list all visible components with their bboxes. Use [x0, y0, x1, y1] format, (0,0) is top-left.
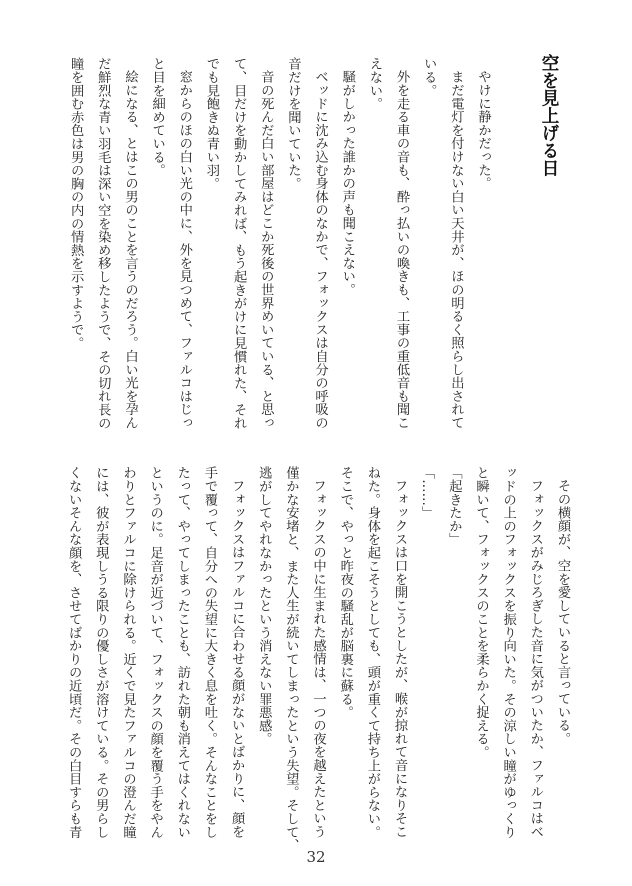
text-column: 音だけを聞いていた。: [285, 57, 301, 190]
text-column: 騒がしかった誰かの声も聞こえない。: [339, 70, 355, 297]
text-column: 絵になる、とはこの男のことを言うのだろう。白い光を孕ん: [122, 70, 138, 430]
text-column: 音の死んだ白い部屋はどこか死後の世界めいている、と思っ: [258, 70, 274, 430]
text-column: と瞬いて、フォックスのことを柔らかく捉える。: [473, 466, 489, 759]
text-column: には、彼が表現しうる限りの優しさが溶けている。その男らし: [93, 466, 109, 839]
text-column: 「起きたか」: [446, 466, 462, 546]
text-column: フォックスがみじろぎした音に気がついたか、ファルコはベ: [527, 479, 543, 839]
text-column: その横顔が、空を愛していると言っている。: [554, 479, 570, 746]
text-column: というのに。足音が近づいて、フォックスの顔を覆う手をやん: [147, 466, 163, 839]
text-column: 窓からのほの白い光の中に、外を見つめて、ファルコはじっ: [176, 70, 192, 430]
text-column: 「……」: [419, 466, 435, 520]
text-column: と目を細めている。: [149, 57, 165, 177]
text-column: くないそんな顔を、させてばかりの近頃だ。その白目すらも青: [66, 466, 82, 839]
text-column: やけに静かだった。: [475, 70, 491, 190]
text-column: て、目だけを動かしてみれば、もう起きがけに見慣れた、それ: [231, 57, 247, 430]
text-column: フォックスはファルコに合わせる顔がないとばかりに、顔を: [229, 479, 245, 839]
text-column: 逃がしてやれなかったという消えない罪悪感。: [256, 466, 272, 746]
text-column: えない。: [366, 57, 382, 111]
text-column: ッドの上のフォックスを振り向いた。その涼しい瞳がゆっくり: [500, 466, 516, 839]
bottom-text-block: [60, 466, 576, 852]
text-column: ベッドに沈み込む身体のなかで、フォックスは自分の呼吸の: [312, 70, 328, 430]
text-column: フォックスは口を開こうとしたが、喉が掠れて音になりそこ: [392, 479, 408, 839]
text-column: フォックスの中に生まれた感情は、一つの夜を越えたという: [310, 479, 326, 839]
text-column: そこで、やっと昨夜の騒乱が脳裏に蘇る。: [337, 466, 353, 719]
text-column: でも見飽きぬ青い羽。: [203, 57, 219, 190]
text-column: まだ電灯を付けない白い天井が、ほの明るく照らし出されて: [448, 70, 464, 430]
text-column: 手で覆って、自分への失望に大きく息を吐く。そんなことをし: [201, 466, 217, 839]
text-column: ねた。身体を起こそうとしても、頭が重くて持ち上がらない。: [364, 466, 380, 839]
text-column: だ鮮烈な青い羽毛は深い空を染め移したようで、その切れ長の: [95, 57, 111, 430]
text-column: 瞳を囲む赤色は男の胸の内の情熱を示すようで。: [68, 57, 84, 350]
text-column: たって、やってしまったことも、訪れた朝も消えてはくれない: [174, 466, 190, 839]
text-column: 外を走る車の音も、酔っ払いの喚きも、工事の重低音も聞こ: [394, 70, 410, 430]
chapter-title: 空を見上げる日: [539, 54, 559, 177]
text-column: いる。: [421, 57, 437, 97]
page-number: 32: [306, 848, 326, 866]
top-text-block: [62, 57, 497, 429]
text-column: 僅かな安堵と、また人生が続いてしまったという失望。そして、: [283, 466, 299, 852]
text-column: わりとファルコに除けられる。近くで見たファルコの澄んだ瞳: [120, 466, 136, 839]
